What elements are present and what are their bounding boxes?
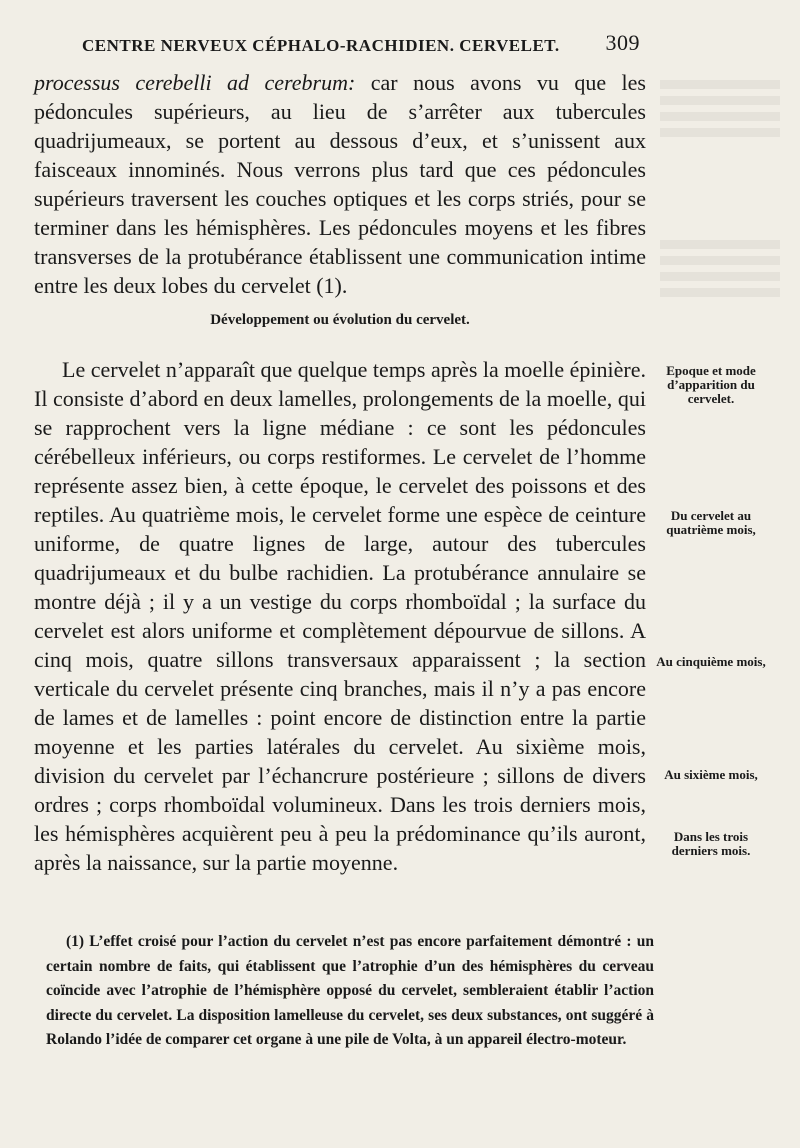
paragraph-continuation bbox=[34, 68, 646, 300]
show-through-texture bbox=[660, 240, 780, 300]
sidenote-quatrieme-mois: Du cervelet au quatrième mois, bbox=[666, 508, 756, 537]
running-title: CENTRE NERVEUX CÉPHALO-RACHIDIEN. CERVELET. bbox=[82, 36, 560, 55]
section-heading: Développement ou évolution du cervelet. bbox=[210, 312, 470, 328]
sidenote-cinquieme-mois: Au cinquième mois, bbox=[656, 654, 766, 669]
sidenote-epoque: Epoque et mode d’apparition du cervelet. bbox=[666, 363, 756, 406]
footnote: (1) L’effet croisé pour l’action du cervelet n’est pas encore parfaitement démontré : un certain nombre de faits, qui établissent que l’atrophie d’un des hémisphères du cerveau coïncide avec l’atrophie de l’hémisphère opposé du cervelet, sembleraient établir l’action directe du cervelet. La disposition lamelleuse du cervelet, ses deux substances, ont suggéré à Rolando l’idée de comparer cet organe à une pile de Volta, à un appareil électro-moteur. bbox=[46, 933, 654, 1048]
paragraph-continuation-text: car nous avons vu que les pédoncules supérieurs, au lieu de s’arrêter aux tubercules quadrijumeaux, se portent au dessous d’eux, et s’unissent aux faisceaux innominés. Nous verrons plus tard que ces pédoncules supérieurs traversent les couches optiques et les corps striés, pour se terminer dans les hémisphères. Les pédoncules moyens et les fibres transverses de la protubérance établissent une communication intime entre les deux lobes du cervelet (1). bbox=[34, 70, 646, 298]
paragraph-development: Le cervelet n’apparaît que quelque temps après la moelle épinière. Il consiste d’abord en deux lamelles, prolongements de la moelle, qui se rapprochent vers la ligne médiane : ce sont les pédoncules cérébelleux inférieurs, ou corps restiformes. Le cervelet de l’homme représente assez bien, à cette époque, le cervelet des poissons et des reptiles. Au quatrième mois, le cervelet forme une espèce de ceinture uniforme, de quatre lignes de large, autour des tubercules quadrijumeaux et du bulbe rachidien. La protubérance annulaire se montre déjà ; il y a un vestige du corps rhomboïdal ; la surface du cervelet est alors uniforme et complètement dépourvue de sillons. A cinq mois, quatre sillons transversaux apparaissent ; la section verticale du cervelet présente cinq branches, mais il n’y a pas encore de lames et de lamelles : point encore de distinction entre la partie moyenne et les parties latérales du cervelet. Au sixième mois, division du cervelet par l’échancrure postérieure ; sillons de divers ordres ; corps rhomboïdal volumineux. Dans les trois derniers mois, les hémisphères acquièrent peu à peu la prédominance qu’ils auront, après la naissance, sur la partie moyenne. bbox=[34, 357, 646, 875]
show-through-texture bbox=[660, 80, 780, 140]
sidenote-sixieme-mois: Au sixième mois, bbox=[664, 767, 758, 782]
latin-phrase: processus cerebelli ad cerebrum: bbox=[34, 70, 356, 95]
sidenote-derniers-mois: Dans les trois derniers mois. bbox=[671, 829, 751, 858]
page-header bbox=[40, 28, 640, 58]
page-number: 309 bbox=[605, 30, 640, 55]
